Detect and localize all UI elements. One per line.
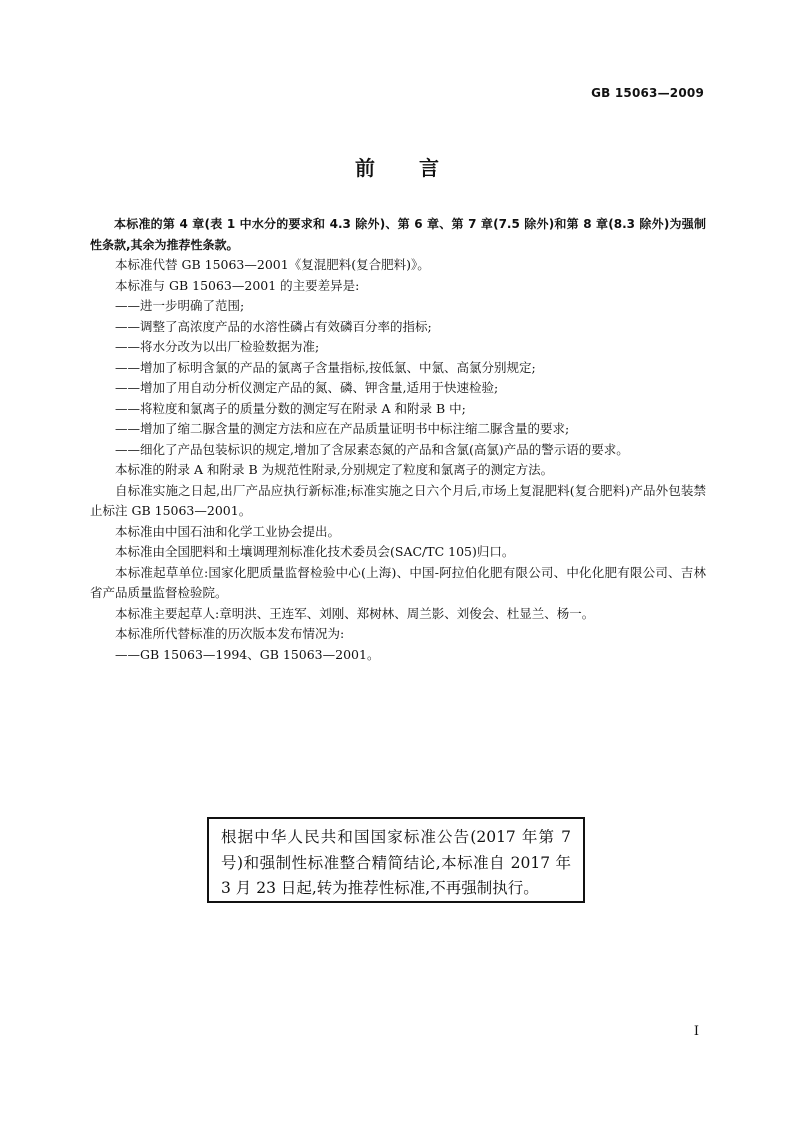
replaces-statement: 本标准代替 GB 15063—2001《复混肥料(复合肥料)》。	[115, 257, 430, 272]
difference-item: ——增加了缩二脲含量的测定方法和应在产品质量证明书中标注缩二脲含量的要求;	[115, 421, 570, 436]
page-number: I	[693, 1024, 699, 1039]
drafting-units-statement: 本标准起草单位:国家化肥质量监督检验中心(上海)、中国-阿拉伯化肥有限公司、中化化肥有限公司、吉林省产品质量监督检验院。	[90, 564, 706, 600]
annex-statement: 本标准的附录 A 和附录 B 为规范性附录,分别规定了粒度和氯离子的测定方法。	[115, 462, 554, 477]
difference-item: ——细化了产品包装标识的规定,增加了含尿素态氮的产品和含氯(高氯)产品的警示语的要求。	[115, 441, 629, 457]
difference-item: ——调整了高浓度产品的水溶性磷占有效磷百分率的指标;	[115, 318, 432, 334]
difference-item: ——将水分改为以出厂检验数据为准;	[115, 339, 320, 354]
proposer-statement: 本标准由中国石油和化学工业协会提出。	[115, 523, 341, 539]
foreword-body	[90, 214, 706, 665]
difference-item: ——增加了用自动分析仪测定产品的氮、磷、钾含量,适用于快速检验;	[115, 380, 499, 395]
standard-code: GB 15063—2009	[591, 86, 704, 100]
notice-box: 根据中华人民共和国国家标准公告(2017 年第 7 号)和强制性标准整合精简结论,本标准自 2017 年 3 月 23 日起,转为推荐性标准,不再强制执行。	[207, 817, 585, 903]
history-item: ——GB 15063—1994、GB 15063—2001。	[115, 646, 380, 662]
page-title: 前言	[355, 156, 483, 180]
mandatory-clause-statement: 本标准的第 4 章(表 1 中水分的要求和 4.3 除外)、第 6 章、第 7 章(7.5 除外)和第 8 章(8.3 除外)为强制性条款,其余为推荐性条款。	[90, 217, 706, 252]
history-intro: 本标准所代替标准的历次版本发布情况为:	[115, 626, 345, 641]
differences-intro: 本标准与 GB 15063—2001 的主要差异是:	[115, 277, 360, 293]
difference-item: ——进一步明确了范围;	[115, 298, 245, 313]
committee-statement: 本标准由全国肥料和土壤调理剂标准化技术委员会(SAC/TC 105)归口。	[115, 544, 515, 559]
difference-item: ——增加了标明含氯的产品的氯离子含量指标,按低氯、中氯、高氯分别规定;	[115, 359, 536, 375]
difference-item: ——将粒度和氯离子的质量分数的测定写在附录 A 和附录 B 中;	[115, 400, 466, 416]
drafters-statement: 本标准主要起草人:章明洪、王连军、刘刚、郑树林、周兰影、刘俊会、杜显兰、杨一。	[115, 605, 595, 621]
implementation-statement: 自标准实施之日起,出厂产品应执行新标准;标准实施之日六个月后,市场上复混肥料(复合肥料)产品外包装禁止标注 GB 15063—2001。	[90, 482, 706, 518]
